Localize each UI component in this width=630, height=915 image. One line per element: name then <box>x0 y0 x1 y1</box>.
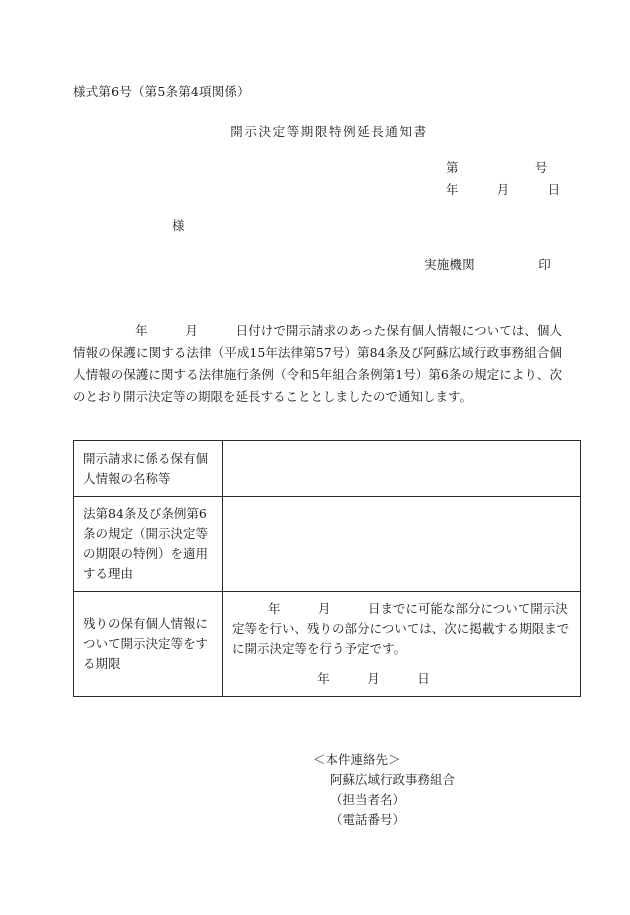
deadline-statement <box>232 601 569 656</box>
table-row <box>74 441 581 497</box>
document-number-field: 第 号 <box>446 160 548 175</box>
deadline-partial-date: 年 月 日 <box>268 601 381 616</box>
table-row <box>74 592 581 697</box>
row-value-requested-info-name[interactable] <box>223 441 581 497</box>
document-date-field: 年 月 日 <box>446 182 561 197</box>
deadline-statement-text: までに可能な部分について開示決定等を行い、残りの部分については、次に掲載する期限までに開示決定等を行う予定です。 <box>232 601 570 656</box>
addressee-honorific: 様 <box>172 218 185 233</box>
body-main-text: 開示請求のあった保有個人情報については、個人情報の保護に関する法律（平成15年法律第57号）第84条及び阿蘇広域行政事務組合個人情報の保護に関する法律施行条例（令和5年組合条例第1号）第6条の規定により、次のとおり開示決定等の期限を延長することとしましたので通知します。 <box>73 323 562 404</box>
contact-organization: 阿蘇広域行政事務組合 <box>330 772 456 787</box>
body-lead-date: 年 月 日付けで <box>135 323 286 338</box>
contact-phone-number: （電話番号） <box>330 812 406 827</box>
contact-block <box>313 750 455 830</box>
row-label-reason-for-extension: 法第84条及び条例第6条の規定（開示決定等の期限の特例）を適用する理由 <box>74 497 223 592</box>
contact-person-name: （担当者名） <box>330 792 406 807</box>
deadline-final-date: 年 月 日 <box>317 671 430 686</box>
row-label-requested-info-name: 開示請求に係る保有個人情報の名称等 <box>74 441 223 497</box>
row-label-remaining-info-deadline: 残りの保有個人情報について開示決定等をする期限 <box>74 592 223 697</box>
row-value-remaining-info-deadline[interactable] <box>223 592 581 697</box>
table-row <box>74 497 581 592</box>
notice-details-table <box>73 440 581 697</box>
contact-heading: ＜本件連絡先＞ <box>313 752 401 767</box>
document-title: 開示決定等期限特例延長通知書 <box>230 124 428 139</box>
form-number: 様式第6号（第5条第4項関係） <box>73 84 250 99</box>
body-paragraph <box>73 320 562 408</box>
issuing-authority-seal: 実施機関 印 <box>424 257 552 272</box>
row-value-reason-for-extension[interactable] <box>223 497 581 592</box>
